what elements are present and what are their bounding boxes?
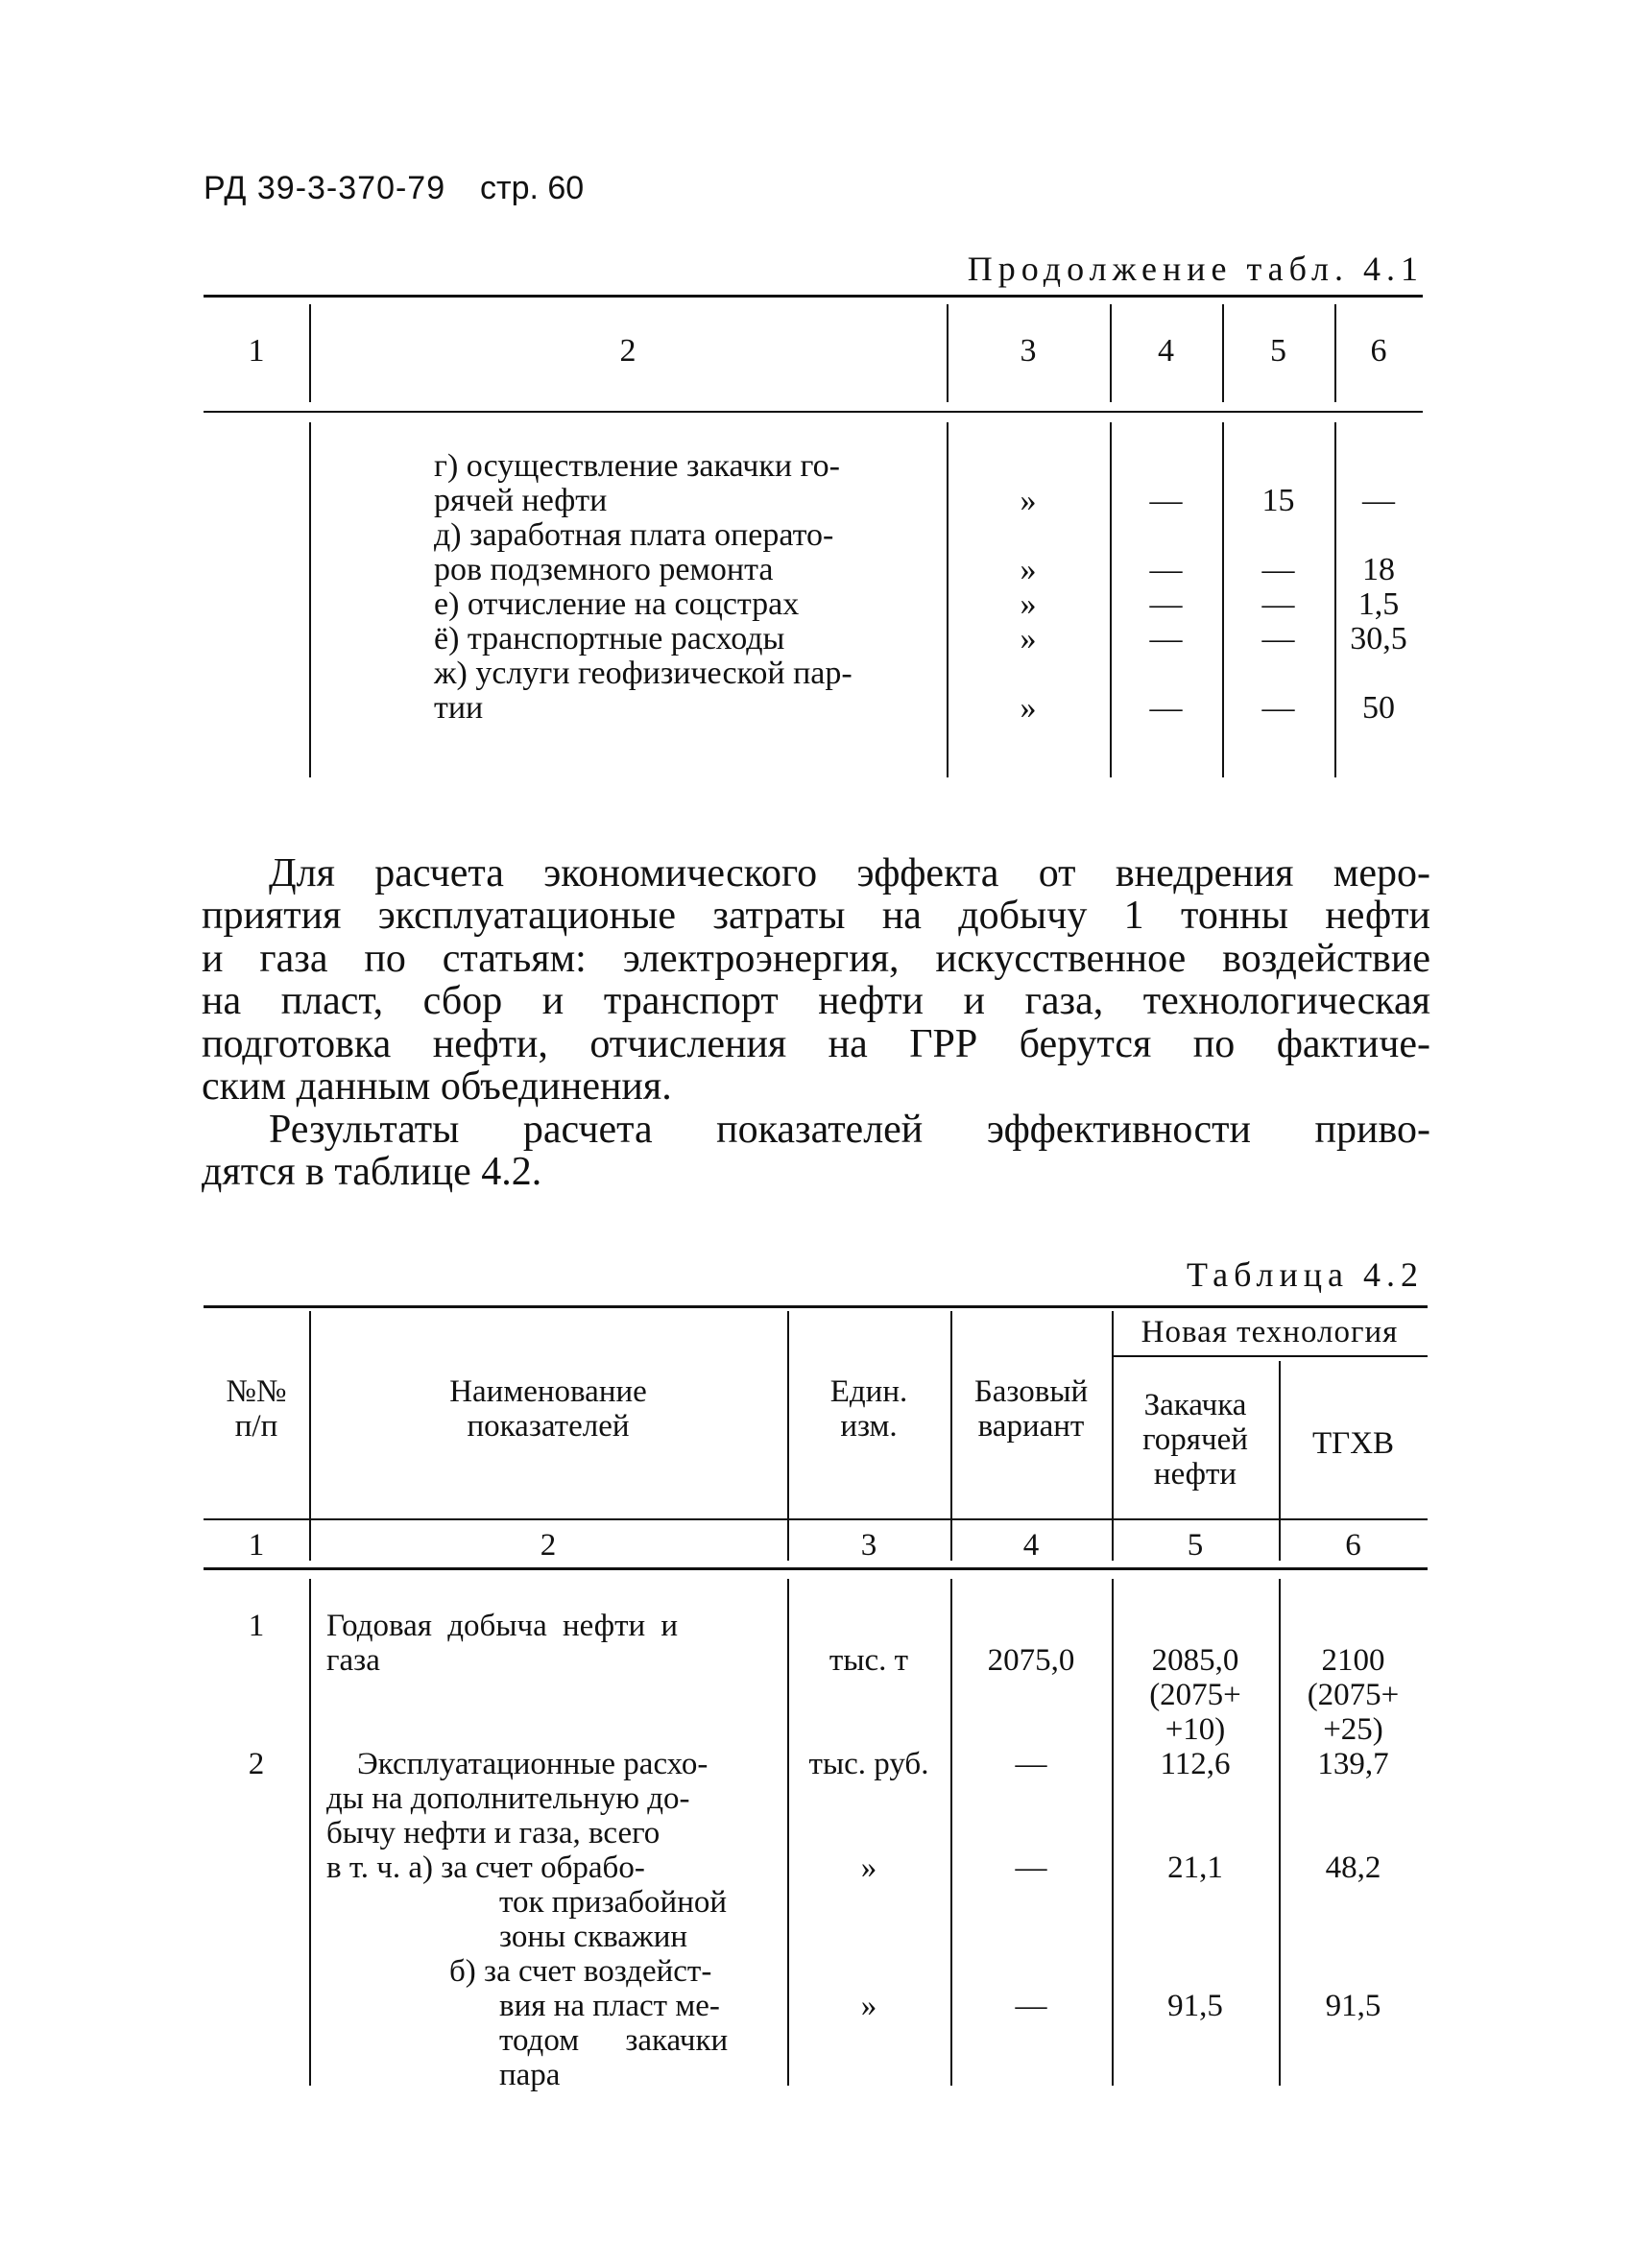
header-line: нефти (1153, 1457, 1237, 1492)
row-number: 1 (248, 1609, 265, 1643)
header-base (950, 1374, 1112, 1444)
table41-colnum-6: 6 (1370, 333, 1387, 369)
header-num (204, 1374, 309, 1444)
cell: тыс. т (829, 1643, 909, 1678)
header-line: изм. (840, 1409, 898, 1444)
cell-line: 2085,0 (1151, 1643, 1239, 1678)
table41-colnum-5: 5 (1270, 333, 1286, 369)
cell: 21,1 (1167, 1850, 1223, 1885)
header-line: показателей (467, 1409, 630, 1444)
cell-line: +10) (1165, 1712, 1226, 1747)
header-line: Наименование (449, 1374, 647, 1409)
page-ref: стр. 60 (480, 170, 585, 206)
cell: » (1020, 621, 1037, 657)
row-label: д) заработная плата операто- (434, 517, 834, 553)
cell: — (1261, 586, 1295, 622)
text-line: ским данным объединения. (202, 1064, 672, 1109)
cell: — (1015, 1747, 1047, 1781)
table41-colnum-2: 2 (619, 333, 636, 369)
row-label: вия на пласт ме- (499, 1989, 720, 2023)
cell: » (1020, 552, 1037, 587)
cell: 48,2 (1325, 1850, 1381, 1885)
cell: — (1149, 586, 1183, 622)
cell: » (860, 1850, 877, 1885)
row-label: б) за счет воздейст- (449, 1954, 712, 1989)
table42-colnum-4: 4 (1022, 1528, 1040, 1563)
cell: 2075,0 (987, 1643, 1075, 1678)
header-line: Закачка (1143, 1388, 1247, 1422)
header-line: п/п (234, 1409, 278, 1444)
cell: — (1362, 483, 1395, 518)
cell: тыс. руб. (808, 1747, 929, 1781)
cell: » (860, 1989, 877, 2023)
row-label: ж) услуги геофизической пар- (434, 656, 853, 691)
row-label: ё) транспортные расходы (434, 621, 785, 657)
table42-colnum-2: 2 (540, 1528, 557, 1563)
cell: — (1149, 621, 1183, 657)
text-line: дятся в таблице 4.2. (202, 1150, 542, 1194)
header-new-technology: Новая технология (1141, 1315, 1399, 1349)
cell: 139,7 (1317, 1747, 1389, 1781)
cell (1279, 1643, 1428, 1747)
table41-caption: Продолжение табл. 4.1 (967, 250, 1424, 288)
text-line: и газа по статьям: электроэнергия, искусственное воздействие (202, 937, 1430, 981)
row-label: Эксплуатационные расхо- (357, 1747, 708, 1781)
table42-colnum-6: 6 (1345, 1528, 1361, 1563)
row-label: зоны скважин (499, 1920, 688, 1954)
cell: — (1261, 690, 1295, 726)
table41-colnum-1: 1 (248, 333, 265, 369)
row-label: пара (499, 2058, 561, 2092)
row-label: тии (434, 690, 484, 726)
cell: 50 (1362, 690, 1395, 726)
cell-line: (2075+ (1307, 1678, 1400, 1712)
table42-caption: Таблица 4.2 (1187, 1255, 1424, 1294)
cell: » (1020, 690, 1037, 726)
cell: » (1020, 483, 1037, 518)
header-line: горячей (1142, 1422, 1248, 1457)
text-line: приятия эксплуатационые затраты на добычу 1 тонны нефти (202, 894, 1430, 938)
header-hot-oil (1112, 1388, 1279, 1492)
cell: 91,5 (1167, 1989, 1223, 2023)
cell: — (1015, 1850, 1047, 1885)
row-label: Годовая добыча нефти и (326, 1609, 679, 1643)
table41-colnum-4: 4 (1158, 333, 1174, 369)
cell: 1,5 (1357, 586, 1400, 622)
cell (1112, 1643, 1279, 1747)
table42-colnum-3: 3 (860, 1528, 877, 1563)
cell: 15 (1261, 483, 1295, 518)
row-label: ров подземного ремонта (434, 552, 774, 587)
doc-code: РД 39-3-370-79 (204, 170, 446, 206)
cell: — (1149, 483, 1183, 518)
row-label: тодом закачки (499, 2023, 729, 2058)
text-line: Результаты расчета показателей эффективности приво- (269, 1108, 1430, 1152)
row-label: бычу нефти и газа, всего (326, 1816, 660, 1850)
cell: — (1261, 552, 1295, 587)
table41-colnum-3: 3 (1020, 333, 1037, 369)
cell: 112,6 (1160, 1747, 1231, 1781)
text-line: подготовка нефти, отчисления на ГРР берутся по фактиче- (202, 1022, 1430, 1066)
header-unit (787, 1374, 950, 1444)
cell: 30,5 (1350, 621, 1407, 657)
table42-colnum-5: 5 (1187, 1528, 1204, 1563)
cell: — (1149, 690, 1183, 726)
header-line: №№ (226, 1374, 287, 1409)
cell-line: (2075+ (1149, 1678, 1241, 1712)
row-number: 2 (248, 1747, 265, 1781)
cell-line: +25) (1323, 1712, 1383, 1747)
row-label: рячей нефти (434, 483, 608, 518)
text-line: на пласт, сбор и транспорт нефти и газа, технологическая (202, 979, 1430, 1023)
cell: — (1261, 621, 1295, 657)
header-line: Един. (829, 1374, 908, 1409)
row-label: г) осуществление закачки го- (434, 448, 840, 484)
row-label: газа (326, 1643, 380, 1678)
cell-line: 2100 (1321, 1643, 1385, 1678)
row-label: е) отчисление на соцстрах (434, 586, 800, 622)
row-label: ток призабойной (499, 1885, 728, 1920)
cell: — (1149, 552, 1183, 587)
text-line: Для расчета экономического эффекта от внедрения меро- (269, 851, 1430, 895)
header-line: Базовый (973, 1374, 1089, 1409)
cell: » (1020, 586, 1037, 622)
header-line: вариант (977, 1409, 1085, 1444)
table42-colnum-1: 1 (248, 1528, 265, 1563)
row-label: в т. ч. а) за счет обрабо- (326, 1850, 645, 1885)
row-label: ды на дополнительную до- (326, 1781, 690, 1816)
header-name (309, 1374, 787, 1444)
cell: — (1015, 1989, 1047, 2023)
cell: 91,5 (1325, 1989, 1381, 2023)
cell: 18 (1362, 552, 1395, 587)
header-tghv: ТГХВ (1311, 1426, 1395, 1461)
